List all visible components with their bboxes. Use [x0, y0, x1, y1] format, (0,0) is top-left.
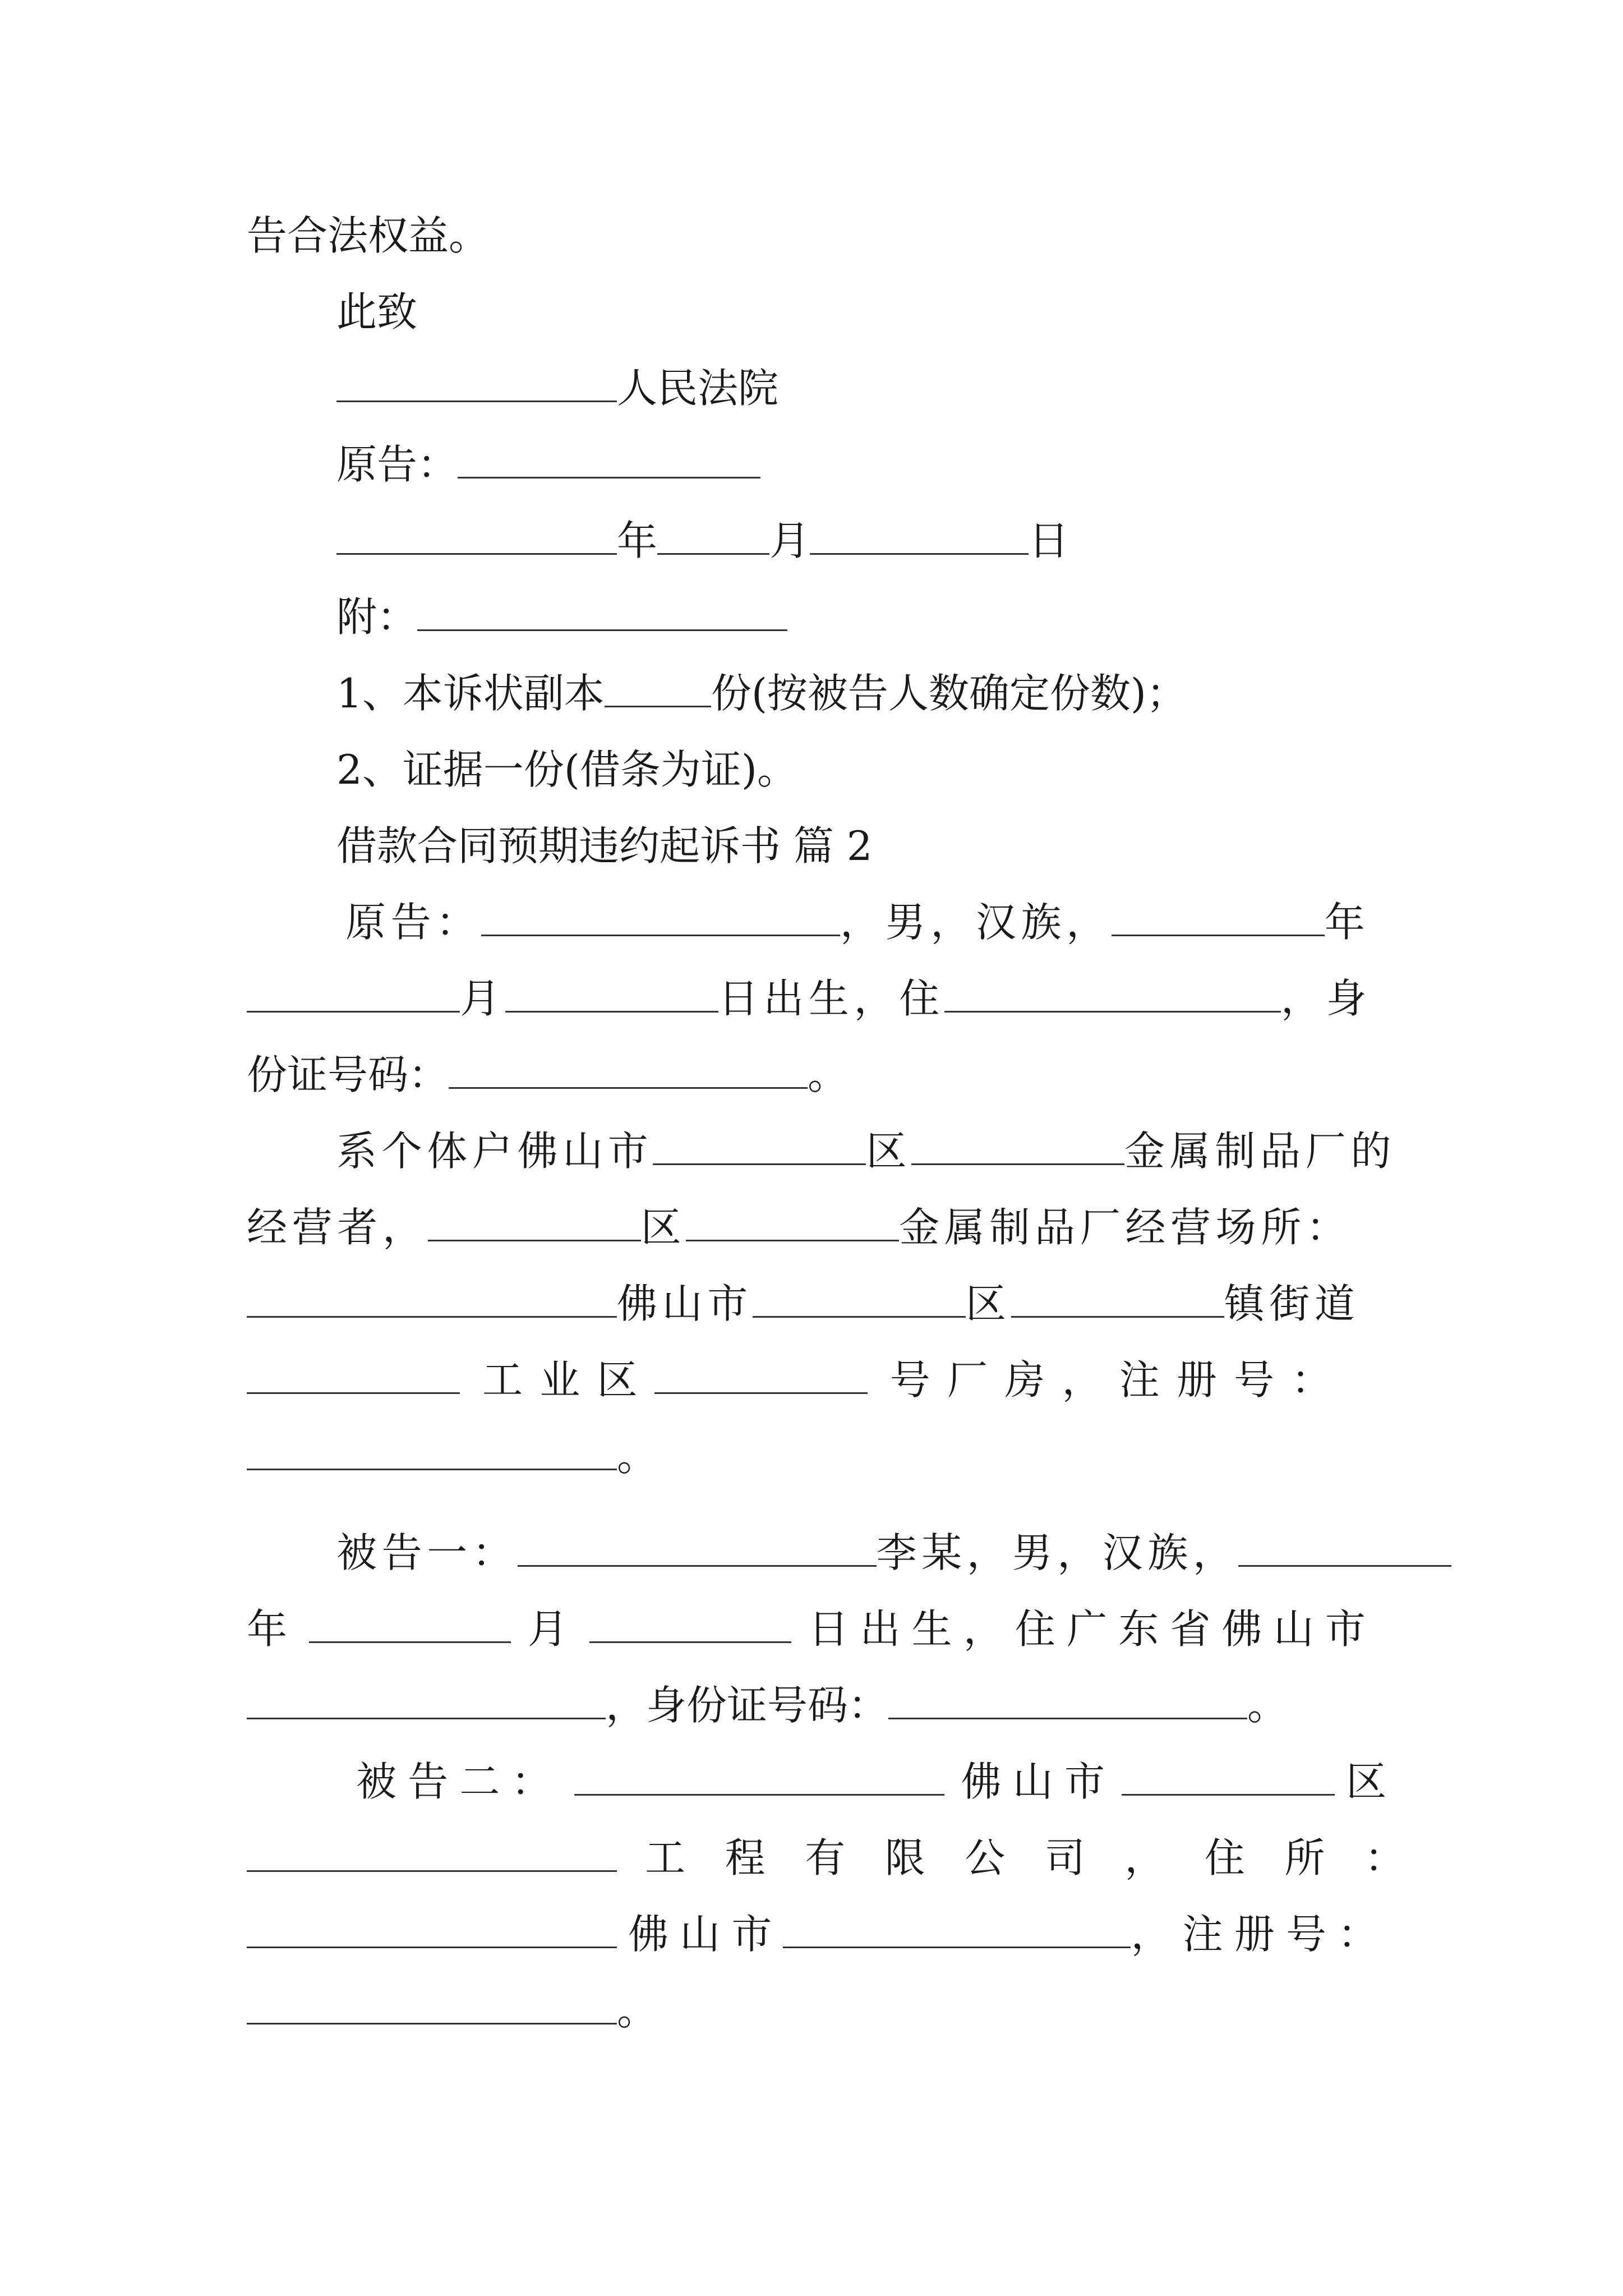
- defendant-one-blank: [518, 1528, 877, 1567]
- address-blank: [944, 974, 1281, 1013]
- paragraph-line: 被告二： 佛山市 区: [356, 1758, 1387, 1805]
- year-blank: [336, 516, 617, 555]
- birth-day-blank: [589, 1604, 791, 1643]
- paragraph-line: 经营者， 区 金属制品厂经营场所：: [247, 1204, 1352, 1251]
- attachment-blank: [417, 592, 787, 631]
- attachment-item-2: 2、证据一份(借条为证)。: [336, 746, 797, 793]
- paragraph-line: 被告一： 李某，男，汉族，: [336, 1525, 1391, 1581]
- industrial-zone-blank: [247, 1355, 460, 1394]
- id-number-blank: [449, 1050, 808, 1089]
- paragraph-line: 佛山市 区 镇街道: [247, 1276, 1391, 1332]
- registration-blank: [247, 1432, 617, 1470]
- factory-blank: [686, 1203, 899, 1241]
- paragraph-line: ，身份证号码： 。: [247, 1677, 1391, 1733]
- paragraph-line: 告合法权益。: [247, 212, 490, 259]
- attachment-item-1: 1、本诉状副本 份(按被告人数确定份数)；: [336, 670, 1187, 717]
- plaintiff-blank: [458, 440, 760, 478]
- paragraph-line: 份证号码： 。: [247, 1051, 849, 1098]
- month-blank: [657, 516, 769, 555]
- company-name-blank: [247, 1833, 617, 1872]
- birth-month-blank: [247, 974, 460, 1013]
- salutation: 此致: [336, 288, 418, 335]
- address-blank: [247, 1681, 606, 1719]
- date-line: 年 月 日: [336, 513, 1391, 569]
- paragraph-line: 系个体户佛山市 区 金属制品厂的: [336, 1128, 1396, 1175]
- copies-blank: [605, 669, 711, 707]
- paragraph-line: 佛山市 ，注册号：: [247, 1906, 1391, 1962]
- address-blank: [247, 1910, 617, 1948]
- district-blank: [753, 1279, 966, 1318]
- birth-year-blank: [1112, 898, 1325, 936]
- registration-blank: [247, 1986, 617, 2024]
- section-title: 借款合同预期违约起诉书 篇 2: [336, 822, 873, 869]
- birth-month-blank: [309, 1604, 511, 1643]
- id-number-blank: [888, 1681, 1247, 1719]
- factory-blank: [911, 1126, 1124, 1165]
- paragraph-line: 原告： ，男，汉族， 年: [345, 899, 1370, 946]
- paragraph-line: 。: [247, 1982, 1391, 2039]
- paragraph-line: 年 月 日出生，住广东省佛山市: [247, 1605, 1377, 1653]
- paragraph-line: 月 日出生，住 ，身: [247, 970, 1391, 1027]
- district-blank: [428, 1203, 641, 1241]
- address-blank: [247, 1279, 617, 1318]
- plaintiff-name-blank: [481, 898, 840, 936]
- court-blank: [336, 364, 617, 402]
- building-number-blank: [654, 1355, 868, 1394]
- paragraph-line: 。: [247, 1428, 1391, 1484]
- town-blank: [1011, 1279, 1224, 1318]
- paragraph-line: 工程有限公司，住所：: [247, 1830, 1391, 1886]
- paragraph-line: 工业区 号厂房，注册号：: [247, 1352, 1391, 1408]
- court-line: 人民法院: [336, 360, 1391, 416]
- birth-day-blank: [505, 974, 718, 1013]
- district-blank: [1122, 1757, 1335, 1796]
- district-blank: [653, 1126, 866, 1165]
- address-detail-blank: [783, 1910, 1131, 1948]
- plaintiff-signature-line: 原告：: [336, 436, 1391, 493]
- day-blank: [810, 516, 1029, 555]
- birth-year-blank: [1238, 1528, 1451, 1567]
- attachment-line: 附：: [336, 589, 1391, 645]
- defendant-two-blank: [574, 1757, 944, 1796]
